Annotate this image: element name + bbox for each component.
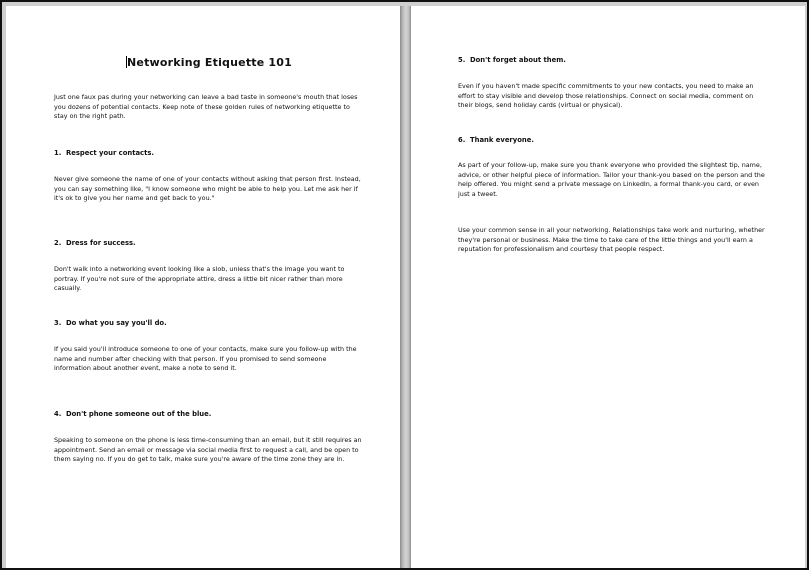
page-gutter: [400, 6, 411, 568]
section-2-body[interactable]: Don't walk into a networking event looking like a slob, unless that's the image you want to portray. If you're not sure of the appropriate attire, dress a little bit nicer rather than more casually.: [54, 265, 345, 293]
section-5-body[interactable]: Even if you haven't made specific commitments to your new contacts, you need to make an effort to stay visible and develop those relationships. Connect on social media, comment on their blogs, send holiday cards (virtual or physical).: [458, 82, 754, 110]
section-6-body[interactable]: As part of your follow-up, make sure you thank everyone who provided the slightest tip, name, advice, or other helpful piece of information. Tailor your thank-you based on the person and the help offered. You might send a private message on LinkedIn, a formal thank-you card, or even just a tweet.: [458, 161, 765, 198]
section-4-body[interactable]: Speaking to someone on the phone is less time-consuming than an email, but it still requires an appointment. Send an email or message via social media first to request a call, and be open to them saying no. If you do get to talk, make sure you're aware of the time zone they are in.: [54, 436, 362, 464]
page-1[interactable]: [6, 6, 400, 568]
section-4-heading[interactable]: 4. Don't phone someone out of the blue.: [54, 410, 212, 418]
section-1-body[interactable]: Never give someone the name of one of your contacts without asking that person first. Instead, you can say something like, "I know someone who might be able to help you. Let me ask her if it's ok to give you her name and get back to you.": [54, 175, 361, 203]
section-3-heading[interactable]: 3. Do what you say you'll do.: [54, 319, 167, 327]
document-title[interactable]: Networking Etiquette 101: [127, 56, 292, 69]
section-2-heading[interactable]: 2. Dress for success.: [54, 239, 136, 247]
section-6-heading[interactable]: 6. Thank everyone.: [458, 136, 534, 144]
section-1-heading[interactable]: 1. Respect your contacts.: [54, 149, 154, 157]
closing-paragraph[interactable]: Use your common sense in all your networking. Relationships take work and nurturing, whether they're personal or business. Make the time to take care of the little things and you'll earn a reputation for professionalism and courtesy that people respect.: [458, 226, 765, 254]
intro-paragraph[interactable]: Just one faux pas during your networking can leave a bad taste in someone's mouth that loses you dozens of potential contacts. Keep note of these golden rules of networking etiquette to stay on the right path.: [54, 93, 358, 121]
section-5-heading[interactable]: 5. Don't forget about them.: [458, 56, 566, 64]
section-3-body[interactable]: If you said you'll introduce someone to one of your contacts, make sure you follow-up with the name and number after checking with that person. If you promised to send someone information about another event, make a note to send it.: [54, 345, 357, 373]
page-2[interactable]: [411, 6, 805, 568]
